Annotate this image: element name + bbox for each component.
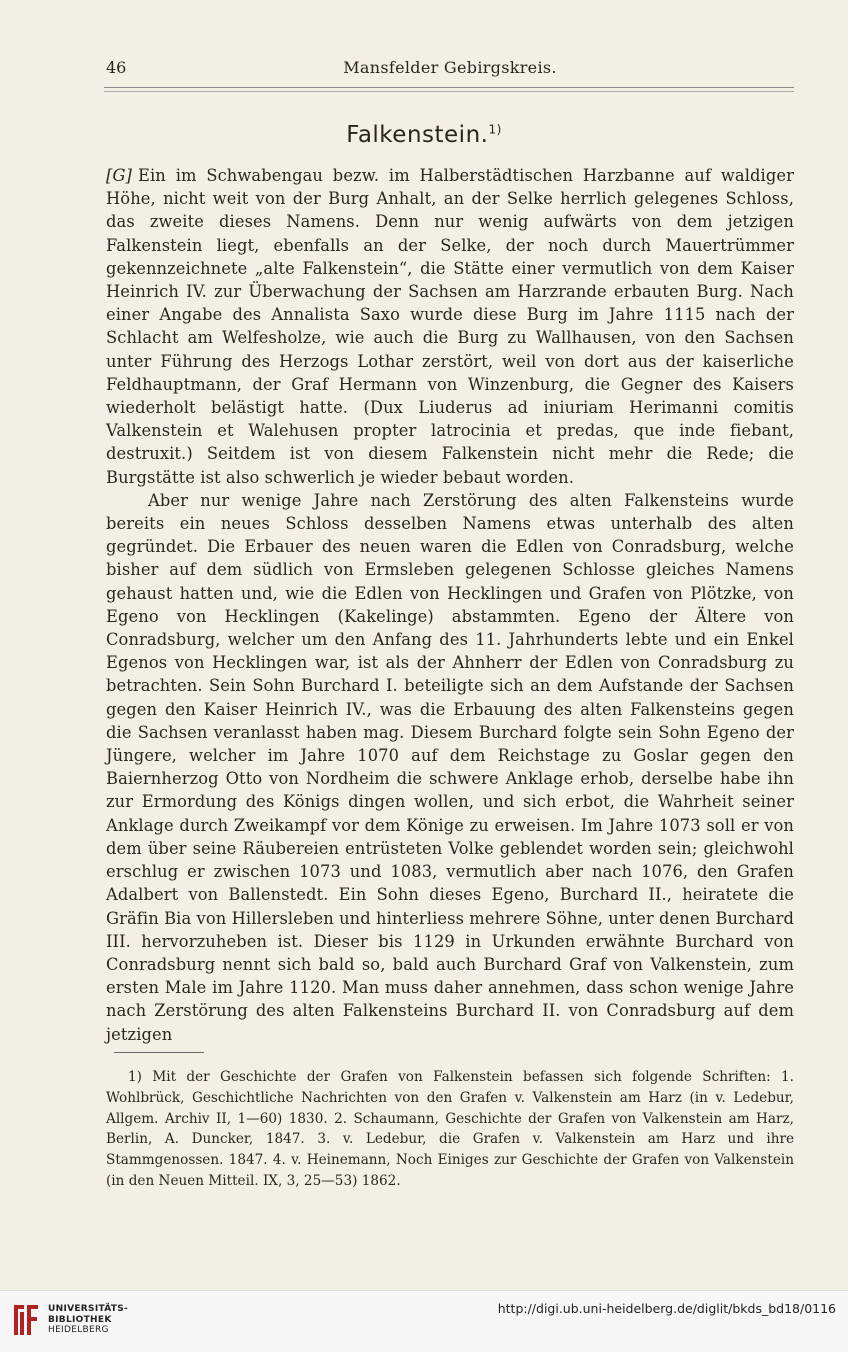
paragraph: Aber nur wenige Jahre nach Zerstörung des alten Falkensteins wurde bereits ein neues Schloss desselben Namens etwas unterhalb des alten gegründet. Die Erbauer des neuen waren die Edlen von Conradsburg, welche bisher auf dem südlich von Ermsleben gelegenen Schlosse gleiches Namens gehaust hatten und, wie die Edlen von Hecklingen und Grafen von Plötzke, von Egeno von Hecklingen (Kakelinge) abstammten. Egeno der Ältere von Conradsburg, welcher um den Anfang des 11. Jahrhunderts lebte und ein Enkel Egenos von Hecklingen war, ist als der Ahnherr der Edlen von Conradsburg zu betrachten. Sein Sohn Burchard I. beteiligte sich an dem Aufstande der Sachsen gegen den Kaiser Heinrich IV., was die Erbauung des alten Falkensteins gegen die Sachsen veranlasst haben mag. Diesem Burchard folgte sein Sohn Egeno der Jüngere, welcher im Jahre 1070 auf dem Reichstage zu Goslar gegen den Baiernherzog Otto von Nordheim die schwere Anklage erhob, derselbe habe ihn zur Ermordung des Königs dingen wollen, und sich erbot, die Wahrheit seiner Anklage durch Zweikampf vor dem Könige zu erweisen. Im Jahre 1073 soll er von dem über seine Räubereien entrüsteten Volke geblendet worden sein; gleichwohl erschlug er zwischen 1073 und 1083, vermutlich aber nach 1076, den Grafen Adalbert von Ballenstedt. Ein Sohn dieses Egeno, Burchard II., heiratete die Gräfin Bia von Hillersleben und hinterliess mehrere Söhne, unter denen Burchard III. hervorzuheben ist. Dieser bis 1129 in Urkunden erwähnte Burchard von Conradsburg nennt sich bald so, bald auch Burchard Graf von Valkenstein, zum ersten Male im Jahre 1120. Man muss daher annehmen, dass schon wenige Jahre nach Zerstörung des alten Falkensteins Burchard II. von Conradsburg auf dem jetzigen: [106, 490, 794, 1044]
page-number: 46: [106, 58, 127, 77]
viewer-footer: [0, 1290, 848, 1352]
chapter-title: [0, 122, 848, 148]
running-title: Mansfelder Gebirgskreis.: [343, 58, 557, 77]
header-rule: [104, 87, 794, 88]
ub-heidelberg-logo-icon[interactable]: [10, 1301, 42, 1339]
paragraph-text: Ein im Schwabengau bezw. im Halberstädtischen Harzbanne auf waldiger Höhe, nicht weit von der Burg Anhalt, an der Selke herrlich gelegenes Schloss, das zweite dieses Namens. Denn nur wenig aufwärts von dem jetzigen Falkenstein liegt, ebenfalls an der Selke, der noch durch Mauertrümmer gekennzeichnete „alte Falkenstein“, die Stätte einer vermutlich von dem Kaiser Heinrich IV. zur Überwachung der Sachsen am Harzrande erbauten Burg. Nach einer Angabe des Annalista Saxo wurde diese Burg im Jahre 1115 nach der Schlacht am Welfesholze, wie auch die Burg zu Wallhausen, von den Sachsen unter Führung des Herzogs Lothar zerstört, weil von dort aus der kaiserliche Feldhauptmann, der Graf Hermann von Winzenburg, die Gegner des Kaisers wiederholt belästigt hatte. (Dux Liuderus ad iniuriam Herimanni comitis Valkenstein et Walehusen propter latrocinia et predas, que inde fiebant, destruxit.) Seitdem ist von diesem Falkenstein nicht mehr die Rede; die Burgstätte ist also schwerlich je wieder bebaut worden.: [106, 166, 794, 487]
page-header: [106, 58, 794, 82]
footnote-rule: [114, 1052, 204, 1053]
paragraph: [106, 164, 794, 489]
chapter-title-text: Falkenstein.: [346, 122, 489, 148]
library-name: UNIVERSITÄTS- BIBLIOTHEK HEIDELBERG: [48, 1304, 129, 1335]
title-footnote-marker: 1): [488, 122, 502, 137]
permalink-url[interactable]: http://digi.ub.uni-heidelberg.de/diglit/bkds_bd18/0116: [497, 1301, 836, 1316]
footnote-text: 1) Mit der Geschichte der Grafen von Falkenstein befassen sich folgende Schriften: 1. Wohlbrück, Geschichtliche Nachrichten von den Grafen v. Valkenstein am Harz (in v. Ledebur, Allgem. Archiv II, 1—60) 1830. 2. Schaumann, Geschichte der Grafen von Valkenstein am Harz, Berlin, A. Duncker, 1847. 3. v. Ledebur, die Grafen v. Valkenstein am Harz und ihre Stammgenossen. 1847. 4. v. Heinemann, Noch Einiges zur Geschichte der Grafen von Valkenstein (in den Neuen Mitteil. IX, 3, 25—53) 1862.: [106, 1069, 794, 1189]
header-rule-double: [104, 91, 794, 92]
body-text: [106, 164, 794, 1046]
section-mark: [G]: [106, 166, 133, 185]
footnote: [106, 1067, 794, 1192]
